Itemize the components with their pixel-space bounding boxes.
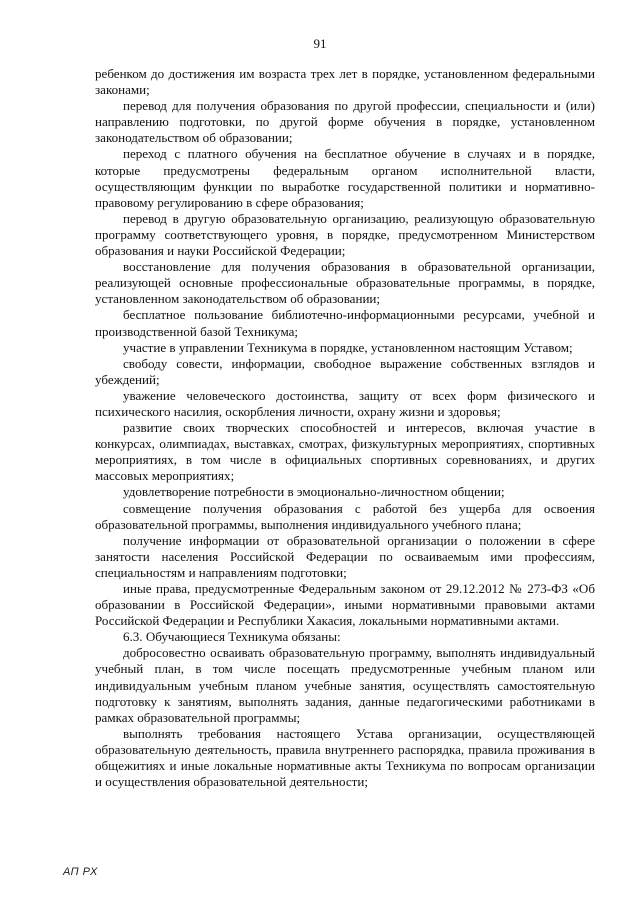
paragraph: восстановление для получения образования в образовательной организации, реализующей основные профессиональные образовательные программы, в порядке, установленном законодательством об образовании; xyxy=(95,259,595,307)
paragraph: выполнять требования настоящего Устава организации, осуществляющей образовательную деятельность, правила внутреннего распорядка, правила проживания в общежитиях и иные локальные нормативные акты Техникума по вопросам организации и осуществления образовательной деятельности; xyxy=(95,725,595,790)
page-number: 91 xyxy=(313,36,327,51)
paragraph: получение информации от образовательной организации о положении в сфере занятости населения Российской Федерации по осваиваемым ими профессиям, специальностям и направлениям подготовки; xyxy=(95,532,595,580)
paragraph: уважение человеческого достоинства, защиту от всех форм физического и психического насилия, оскорбления личности, охрану жизни и здоровья; xyxy=(95,387,595,419)
paragraph: иные права, предусмотренные Федеральным законом от 29.12.2012 № 273-ФЗ «Об образовании в Российской Федерации», иными нормативными правовыми актами Российской Федерации и Республики Хакасия, локальными нормативными актами. xyxy=(95,581,595,629)
paragraph: развитие своих творческих способностей и интересов, включая участие в конкурсах, олимпиадах, выставках, смотрах, физкультурных мероприятиях, спортивных мероприятиях, в том числе в официальных спортивных соревнованиях, и других массовых мероприятиях; xyxy=(95,420,595,484)
paragraph: бесплатное пользование библиотечно-информационными ресурсами, учебной и производственной базой Техникума; xyxy=(95,307,595,339)
document-body xyxy=(95,66,595,790)
paragraph: свободу совести, информации, свободное выражение собственных взглядов и убеждений; xyxy=(95,355,595,387)
footer-mark: АП РХ xyxy=(63,866,98,878)
paragraph: удовлетворение потребности в эмоционально-личностном общении; xyxy=(123,484,505,500)
paragraph: участие в управлении Техникума в порядке, установленном настоящим Уставом; xyxy=(123,339,573,355)
paragraph: добросовестно осваивать образовательную программу, выполнять индивидуальный учебный план, в том числе посещать предусмотренные учебным планом или индивидуальным учебным планом учебные занятия, осуществлять самостоятельную подготовку к занятиям, выполнять задания, данные педагогическими работниками в рамках образовательной программы; xyxy=(95,645,595,725)
paragraph: переход с платного обучения на бесплатное обучение в случаях и в порядке, которые предусмотрены федеральным органом исполнительной власти, осуществляющим функции по выработке государственной политики и нормативно-правовому регулированию в сфере образования; xyxy=(95,146,595,210)
section-heading: 6.3. Обучающиеся Техникума обязаны: xyxy=(123,629,341,645)
paragraph: перевод для получения образования по другой профессии, специальности и (или) направлению подготовки, по другой форме обучения в порядке, установленном законодательством об образовании; xyxy=(95,98,595,146)
paragraph: ребенком до достижения им возраста трех лет в порядке, установленном федеральными законами; xyxy=(95,66,595,98)
paragraph: совмещение получения образования с работой без ущерба для освоения образовательной программы, выполнения индивидуального учебного плана; xyxy=(95,500,595,532)
paragraph: перевод в другую образовательную организацию, реализующую образовательную программу соответствующего уровня, в порядке, предусмотренном Министерством образования и науки Российской Федерации; xyxy=(95,210,595,259)
